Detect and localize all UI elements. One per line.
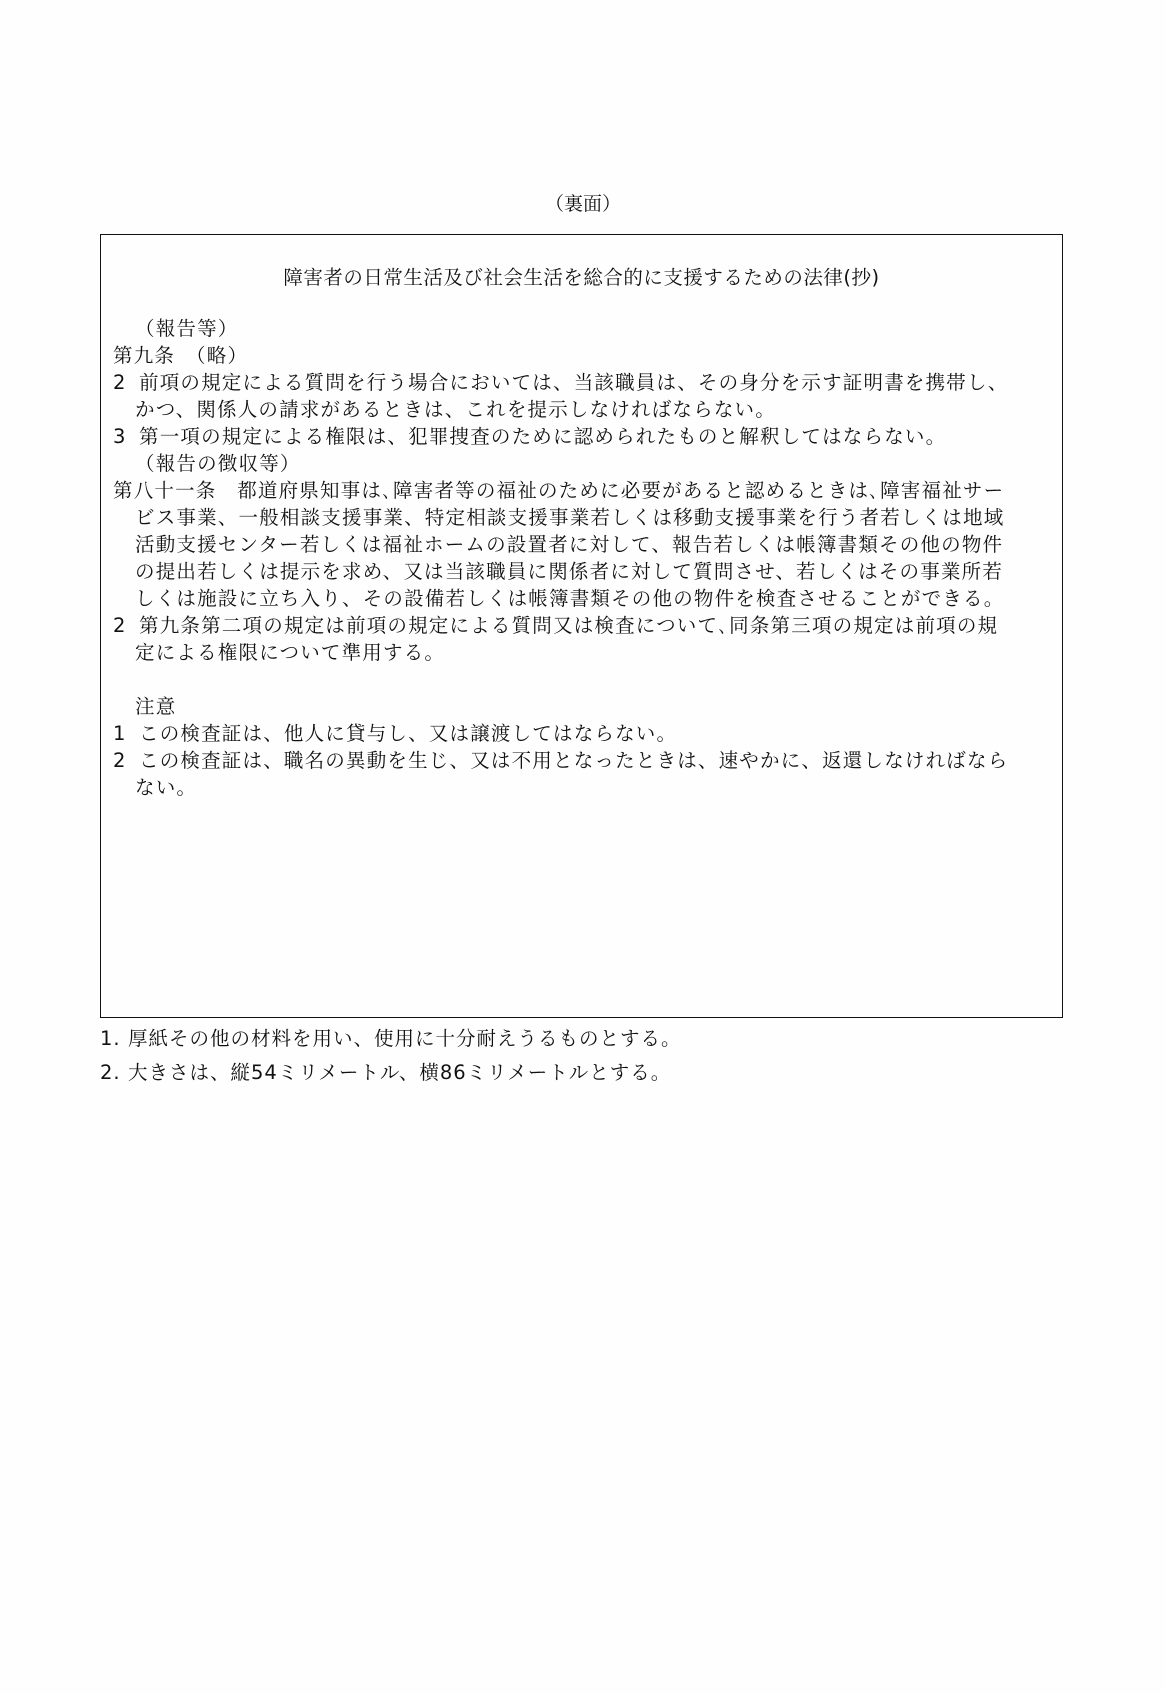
section-heading: （報告等） xyxy=(135,317,239,340)
inspection-card-back xyxy=(100,234,1063,1018)
law-title: 障害者の日常生活及び社会生活を総合的に支援するための法律(抄) xyxy=(283,266,880,289)
page-label-back-side: （裏面） xyxy=(544,193,621,215)
section-heading: （報告の徴収等） xyxy=(135,452,301,475)
article-9-paragraph-3-line-1: 3 第一項の規定による権限は、犯罪捜査のために認められたものと解釈してはならない。 xyxy=(113,425,947,448)
article-9-paragraph-2-line-1: 2 前項の規定による質問を行う場合においては、当該職員は、その身分を示す証明書を携帯し、 xyxy=(113,371,1009,394)
article-81-line-1: 第八十一条 都道府県知事は､障害者等の福祉のために必要があると認めるときは､障害福祉サー xyxy=(113,479,1005,502)
footnotes xyxy=(100,1026,682,1094)
article-81-line-5: しくは施設に立ち入り、その設備若しくは帳簿書類その他の物件を検査させることができる。 xyxy=(135,587,1005,610)
spacer xyxy=(113,666,1053,693)
article-81-line-2: ビス事業、一般相談支援事業、特定相談支援事業若しくは移動支援事業を行う者若しくは地域 xyxy=(135,506,1005,529)
article-81-line-4: の提出若しくは提示を求め、又は当該職員に関係者に対して質問させ、若しくはその事業所若 xyxy=(135,560,1004,583)
notice-item-2-line-1: 2 この検査証は、職名の異動を生じ、又は不用となったときは、速やかに、返還しなければなら xyxy=(113,749,1009,772)
footnote-2: 2. 大きさは、縦54ミリメートル、横86ミリメートルとする。 xyxy=(100,1061,672,1084)
article-81-paragraph-2-line-2: 定による権限について準用する。 xyxy=(135,641,446,664)
article-81-paragraph-2-line-1: 2 第九条第二項の規定は前項の規定による質問又は検査について､同条第三項の規定は前項の規 xyxy=(113,614,999,637)
article-81-line-3: 活動支援センター若しくは福祉ホームの設置者に対して、報告若しくは帳簿書類その他の物件 xyxy=(135,533,1004,556)
footnote-1: 1. 厚紙その他の材料を用い、使用に十分耐えうるものとする。 xyxy=(100,1027,682,1050)
article-9-paragraph-2-line-2: かつ、関係人の請求があるときは、これを提示しなければならない。 xyxy=(135,398,776,421)
article-9-label: 第九条 （略） xyxy=(113,344,249,367)
law-excerpt xyxy=(113,315,1053,801)
notice-heading: 注意 xyxy=(135,695,177,718)
notice-item-1: 1 この検査証は、他人に貸与し、又は譲渡してはならない。 xyxy=(113,722,678,745)
notice-item-2-line-2: ない。 xyxy=(135,776,198,799)
